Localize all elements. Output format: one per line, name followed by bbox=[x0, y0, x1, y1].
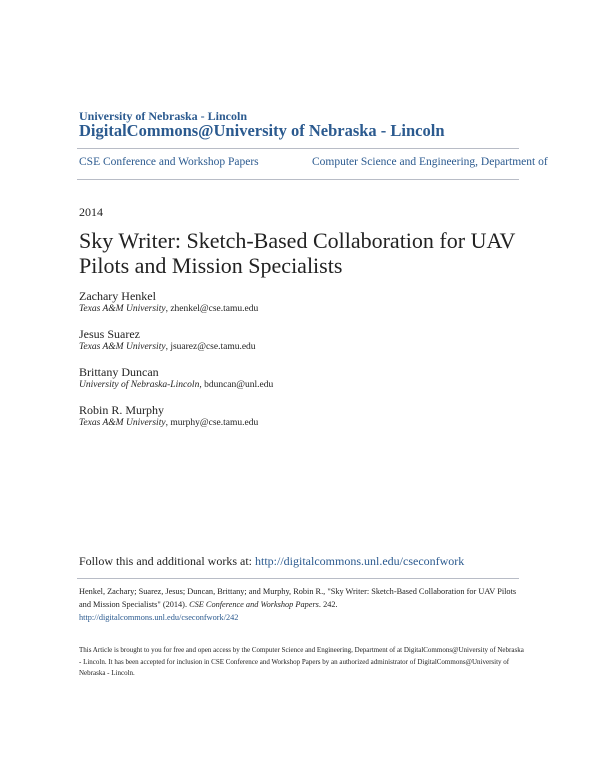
repository-name[interactable]: DigitalCommons@University of Nebraska - Lincoln bbox=[79, 121, 445, 140]
author-email: , zhenkel@cse.tamu.edu bbox=[165, 304, 259, 314]
author-name: Robin R. Murphy bbox=[79, 403, 165, 417]
author bbox=[79, 289, 273, 327]
follow-label: Follow this and additional works at: bbox=[79, 554, 255, 568]
citation-link[interactable]: http://digitalcommons.unl.edu/cseconfwork/242 bbox=[79, 613, 239, 622]
author bbox=[79, 365, 273, 403]
author-email: , jsuarez@cse.tamu.edu bbox=[165, 342, 256, 352]
author-affiliation: Texas A&M University bbox=[79, 418, 166, 428]
author bbox=[79, 327, 273, 365]
author-affiliation: Texas A&M University bbox=[79, 304, 166, 314]
series-link[interactable]: CSE Conference and Workshop Papers bbox=[79, 156, 259, 168]
title-line: Sky Writer: Sketch-Based Collaboration for UAV bbox=[79, 228, 516, 253]
title-line: Pilots and Mission Specialists bbox=[79, 253, 343, 278]
divider bbox=[77, 578, 519, 579]
divider bbox=[77, 179, 519, 180]
author-name: Jesus Suarez bbox=[79, 327, 140, 341]
citation-text: Henkel, Zachary; Suarez, Jesus; Duncan, Brittany; and Murphy, Robin R., "Sky Writer: Sketch-Based Collaboration for UAV Pilots and Mission Specialists" (2014). bbox=[79, 587, 517, 609]
follow-line bbox=[79, 554, 464, 569]
author-email: , bduncan@unl.edu bbox=[199, 380, 274, 390]
author-name: Brittany Duncan bbox=[79, 365, 159, 379]
access-notice: This Article is brought to you for free and open access by the Computer Science and Engineering, Department of at DigitalCommons@University of Nebraska - Lincoln. It has been accepted for inclusion in CSE Conference and Workshop Papers by an authorized administrator of DigitalCommons@University of Nebraska - Lincoln. bbox=[79, 646, 524, 677]
author-email: , murphy@cse.tamu.edu bbox=[165, 418, 259, 428]
author bbox=[79, 403, 273, 441]
paper-title bbox=[79, 228, 515, 278]
author-affiliation: Texas A&M University bbox=[79, 342, 166, 352]
divider bbox=[77, 148, 519, 149]
citation-series: CSE Conference and Workshop Papers bbox=[189, 600, 319, 609]
author-list bbox=[79, 289, 273, 441]
follow-link[interactable]: http://digitalcommons.unl.edu/cseconfwork bbox=[255, 554, 465, 568]
publication-year: 2014 bbox=[79, 205, 103, 219]
citation-number: . 242. bbox=[318, 600, 338, 609]
citation bbox=[79, 585, 524, 624]
department-link[interactable]: Computer Science and Engineering, Department of bbox=[312, 156, 548, 168]
institution-name: University of Nebraska - Lincoln bbox=[79, 109, 247, 123]
author-name: Zachary Henkel bbox=[79, 289, 156, 303]
author-affiliation: University of Nebraska-Lincoln bbox=[79, 380, 200, 390]
